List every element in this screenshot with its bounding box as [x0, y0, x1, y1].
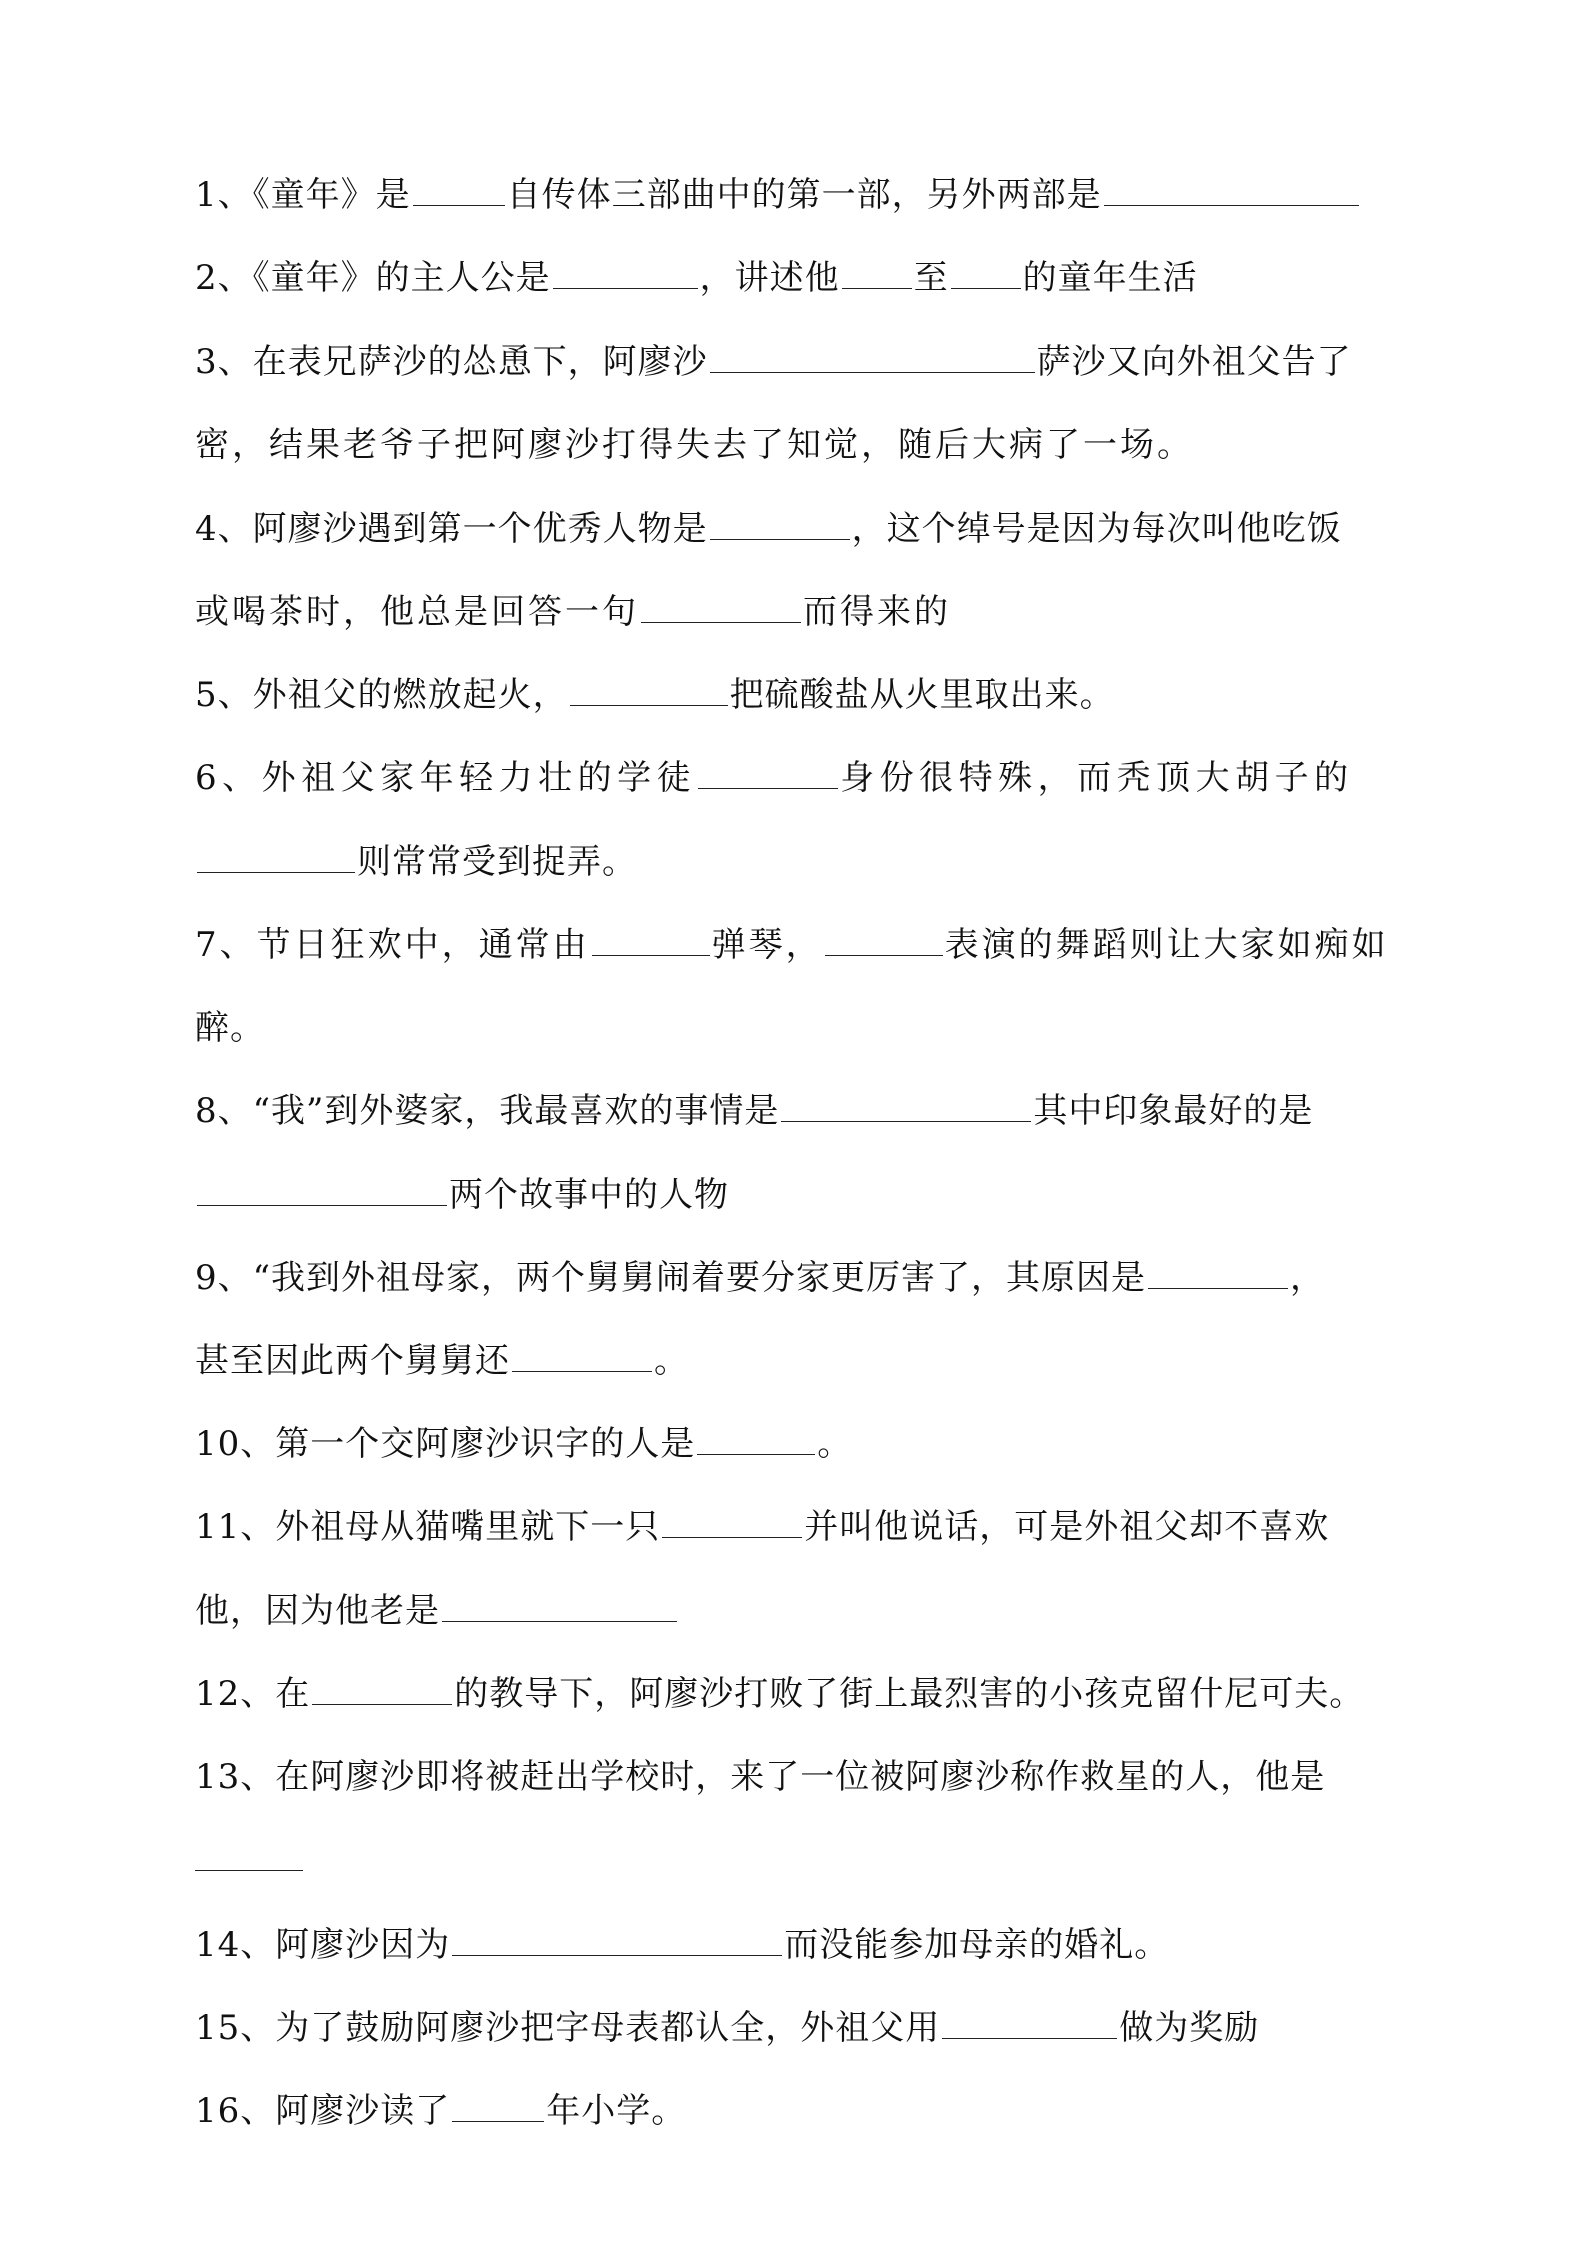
- question-text: 。: [817, 1424, 853, 1464]
- answer-blank[interactable]: [781, 1091, 1031, 1122]
- question-5: [195, 673, 1400, 717]
- question-number: 13、: [195, 1757, 276, 1797]
- question-3-continued: [195, 423, 1400, 467]
- question-text: ，讲述他: [699, 258, 840, 298]
- question-4-continued: [195, 590, 1400, 634]
- answer-blank[interactable]: [442, 1591, 677, 1622]
- question-number: 8、: [195, 1091, 253, 1131]
- answer-blank[interactable]: [195, 1840, 303, 1871]
- question-number: 14、: [195, 1925, 276, 1965]
- question-text: 的教导下，阿廖沙打败了街上最烈害的小孩克留什尼可夫。: [454, 1674, 1365, 1714]
- question-text: 节日狂欢中，通常由: [256, 925, 590, 965]
- answer-blank[interactable]: [197, 1175, 447, 1206]
- answer-blank[interactable]: [951, 258, 1021, 289]
- question-number: 1、: [195, 175, 253, 215]
- question-text: 两个故事中的人物: [449, 1175, 729, 1215]
- question-text: 则常常受到捉弄。: [357, 842, 637, 882]
- question-text: 弹琴，: [711, 925, 823, 965]
- question-text: 身份很特殊，而秃顶大胡子的: [840, 758, 1354, 798]
- question-2: [195, 256, 1400, 300]
- question-number: 9、: [195, 1258, 253, 1298]
- question-number: 15、: [195, 2008, 276, 2048]
- question-7-continued: [195, 1006, 1400, 1050]
- question-10: [195, 1422, 1400, 1466]
- answer-blank[interactable]: [512, 1341, 652, 1372]
- question-7: [195, 923, 1400, 967]
- question-number: 12、: [195, 1674, 276, 1714]
- question-1: [195, 173, 1400, 217]
- question-13: [195, 1755, 1400, 1799]
- question-text: 第一个交阿廖沙识字的人是: [275, 1424, 696, 1464]
- answer-blank[interactable]: [698, 758, 838, 789]
- question-text: 外祖母从猫嘴里就下一只: [275, 1507, 661, 1547]
- question-text: 密，结果老爷子把阿廖沙打得失去了知觉，随后大病了一场。: [195, 425, 1194, 465]
- question-text: 。: [654, 1341, 689, 1381]
- question-text: 《童年》的主人公是: [252, 258, 551, 298]
- answer-blank[interactable]: [452, 2091, 544, 2122]
- answer-blank[interactable]: [312, 1674, 452, 1705]
- question-11: [195, 1505, 1400, 1549]
- question-8-continued: [195, 1173, 1400, 1217]
- question-number: 10、: [195, 1424, 276, 1464]
- question-text: 阿廖沙遇到第一个优秀人物是: [252, 509, 708, 549]
- question-text: 做为奖励: [1119, 2008, 1260, 2048]
- question-16: [195, 2089, 1400, 2133]
- question-number: 5、: [195, 675, 253, 715]
- question-text: 为了鼓励阿廖沙把字母表都认全，外祖父用: [275, 2008, 941, 2048]
- question-text: 阿廖沙因为: [275, 1925, 451, 1965]
- question-number: 2、: [195, 258, 253, 298]
- question-text: 或喝茶时，他总是回答一句: [195, 592, 639, 632]
- question-text: 萨沙又向外祖父告了: [1036, 342, 1352, 382]
- question-11-continued: [195, 1589, 1400, 1633]
- question-9: [195, 1256, 1400, 1300]
- answer-blank[interactable]: [553, 258, 698, 289]
- question-text: 阿廖沙读了: [275, 2091, 451, 2131]
- question-text: 而没能参加母亲的婚礼。: [784, 1925, 1170, 1965]
- question-14: [195, 1923, 1400, 1967]
- question-6: [195, 756, 1400, 800]
- question-3: [195, 340, 1400, 384]
- question-13-continued: [195, 1838, 1400, 1882]
- question-text: 《童年》是: [252, 175, 411, 215]
- question-text: 年小学。: [546, 2091, 687, 2131]
- question-text: 在表兄萨沙的怂恿下，阿廖沙: [252, 342, 708, 382]
- question-number: 16、: [195, 2091, 276, 2131]
- question-text: 并叫他说话，可是外祖父却不喜欢: [804, 1507, 1330, 1547]
- question-15: [195, 2006, 1400, 2050]
- question-text: 而得来的: [803, 592, 951, 632]
- answer-blank[interactable]: [842, 258, 912, 289]
- answer-blank[interactable]: [592, 925, 710, 956]
- answer-blank[interactable]: [413, 175, 505, 206]
- answer-blank[interactable]: [197, 842, 355, 873]
- question-number: 6、: [195, 758, 262, 798]
- question-text: ，这个绰号是因为每次叫他吃饭: [851, 509, 1342, 549]
- question-text: 自传体三部曲中的第一部，另外两部是: [506, 175, 1102, 215]
- question-text: 在: [275, 1674, 311, 1714]
- question-text: 他，因为他老是: [195, 1591, 440, 1631]
- question-text: 至: [913, 258, 949, 298]
- question-4: [195, 507, 1400, 551]
- question-text: 表演的舞蹈则让大家如痴如: [944, 925, 1389, 965]
- question-number: 4、: [195, 509, 253, 549]
- question-text: 在阿廖沙即将被赶出学校时，来了一位被阿廖沙称作救星的人，他是: [275, 1757, 1326, 1797]
- question-8: [195, 1089, 1400, 1133]
- question-text: 外祖父家年轻力壮的学徒: [261, 758, 697, 798]
- answer-blank[interactable]: [662, 1507, 802, 1538]
- answer-blank[interactable]: [1148, 1258, 1288, 1289]
- answer-blank[interactable]: [1104, 175, 1359, 206]
- answer-blank[interactable]: [825, 925, 943, 956]
- question-text: 甚至因此两个舅舅还: [195, 1341, 510, 1381]
- answer-blank[interactable]: [710, 342, 1035, 373]
- answer-blank[interactable]: [570, 675, 728, 706]
- answer-blank[interactable]: [710, 509, 850, 540]
- answer-blank[interactable]: [942, 2008, 1117, 2039]
- question-9-continued: [195, 1339, 1400, 1383]
- question-number: 3、: [195, 342, 253, 382]
- question-number: 7、: [195, 925, 257, 965]
- answer-blank[interactable]: [641, 592, 801, 623]
- question-text: 其中印象最好的是: [1033, 1091, 1314, 1131]
- question-text: “我”到外婆家，我最喜欢的事情是: [252, 1091, 780, 1131]
- question-text: 把硫酸盐从火里取出来。: [729, 675, 1115, 715]
- question-6-continued: [195, 840, 1400, 884]
- question-text: 的童年生活: [1022, 258, 1198, 298]
- question-12: [195, 1672, 1400, 1716]
- question-text: ，: [1290, 1258, 1326, 1298]
- question-number: 11、: [195, 1507, 276, 1547]
- question-text: 醉。: [195, 1008, 265, 1048]
- question-text: 外祖父的燃放起火，: [252, 675, 568, 715]
- question-text: “我到外祖母家，两个舅舅闹着要分家更厉害了，其原因是: [252, 1258, 1147, 1298]
- answer-blank[interactable]: [697, 1424, 815, 1455]
- answer-blank[interactable]: [452, 1925, 782, 1956]
